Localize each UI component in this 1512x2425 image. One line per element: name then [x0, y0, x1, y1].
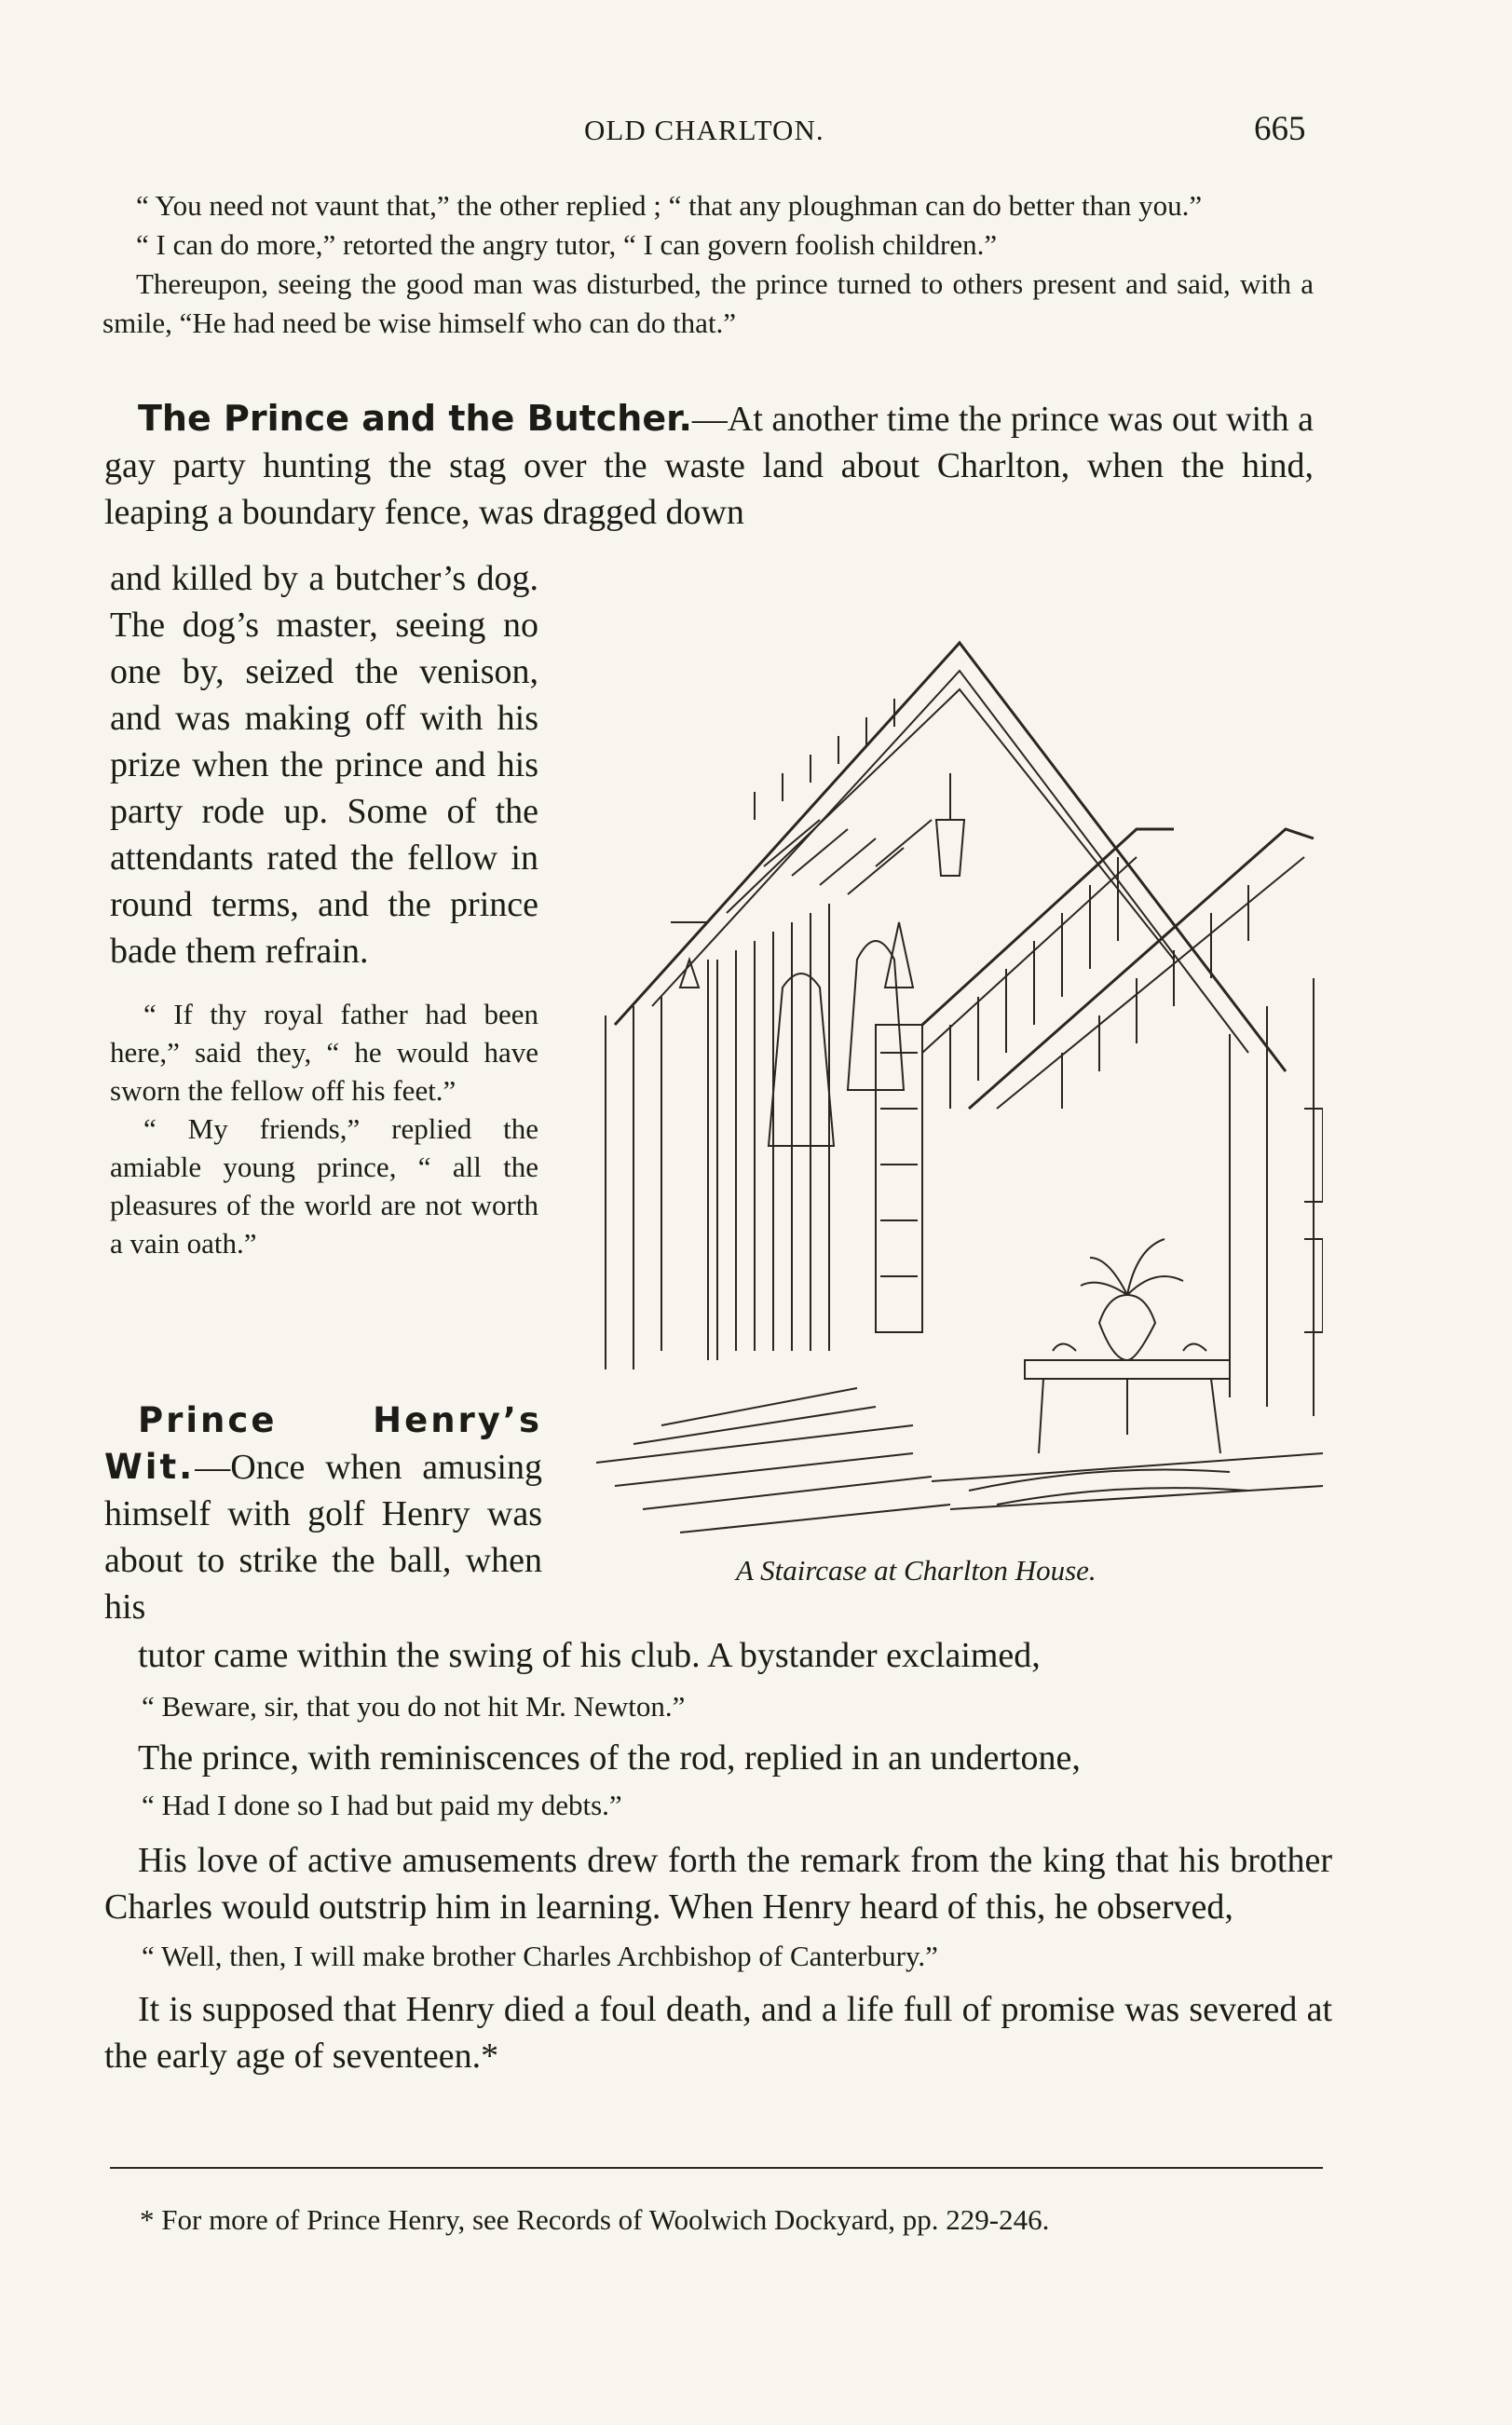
wit-text-full: tutor came within the swing of his club. A bystander exclaimed,: [138, 1636, 1041, 1675]
illustration-caption: A Staircase at Charlton House.: [736, 1554, 1097, 1587]
footnote-rule: [110, 2167, 1323, 2169]
dialogue-line-3: Thereupon, seeing the good man was disturbed, the prince turned to others present and said, with a smile, “He had need be wise himself who can do that.”: [102, 267, 1314, 339]
wit-paragraph: [104, 1397, 542, 1630]
lower-section: [104, 1632, 1332, 2079]
butcher-text-full: —At another time the prince was out with a gay party hunting the stag over the waste land about Charlton, when the hind, leaping a boundary fence, was dragged down: [104, 400, 1314, 532]
wit-text-column: —Once when amusing himself with golf Henry was about to strike the ball, when his: [104, 1448, 542, 1627]
butcher-quote-1: “ If thy royal father had been here,” said they, “ he would have sworn the fellow off his feet.”: [110, 998, 538, 1107]
butcher-quote-2: “ My friends,” replied the amiable young prince, “ all the pleasures of the world are not worth a vain oath.”: [110, 1112, 538, 1260]
section-heading-wit: Prince Henry’s Wit.: [104, 1400, 542, 1487]
lower-quote-1: “ Beware, sir, that you do not hit Mr. Newton.”: [142, 1690, 686, 1723]
left-column: [110, 555, 538, 1262]
lower-paragraph-1: The prince, with reminiscences of the rod, replied in an undertone,: [138, 1738, 1081, 1778]
butcher-column-text: and killed by a butcher’s dog. The dog’s master, seeing no one by, seized the venison, and was making off with his prize when the prince and his party rode up. Some of the attendants rated the fellow in round terms, and the prince bade them refrain.: [110, 559, 538, 971]
staircase-illustration: [578, 587, 1323, 1537]
staircase-engraving: [578, 587, 1323, 1537]
lower-quote-3: “ Well, then, I will make brother Charles Archbishop of Canterbury.”: [142, 1940, 938, 1972]
footnote: * For more of Prince Henry, see Records of Woolwich Dockyard, pp. 229-246.: [140, 2203, 1050, 2236]
butcher-paragraph: [104, 395, 1314, 536]
dialogue-line-2: “ I can do more,” retorted the angry tutor, “ I can govern foolish children.”: [136, 228, 998, 261]
lower-paragraph-3: It is supposed that Henry died a foul death, and a life full of promise was severed at the early age of seventeen.*: [104, 1990, 1332, 2076]
butcher-section-opening: [104, 395, 1314, 536]
page-number: 665: [1254, 110, 1306, 148]
lower-paragraph-2: His love of active amusements drew forth the remark from the king that his brother Charles would outstrip him in learning. When Henry heard of this, he observed,: [104, 1841, 1332, 1927]
dialogue-line-1: “ You need not vaunt that,” the other replied ; “ that any ploughman can do better than you.”: [136, 189, 1203, 222]
wit-section-column: [104, 1397, 542, 1630]
opening-dialogue: [102, 186, 1314, 343]
section-heading-butcher: The Prince and the Butcher.: [138, 398, 692, 439]
lower-quote-2: “ Had I done so I had but paid my debts.”: [142, 1789, 622, 1821]
running-title: OLD CHARLTON.: [584, 114, 824, 146]
